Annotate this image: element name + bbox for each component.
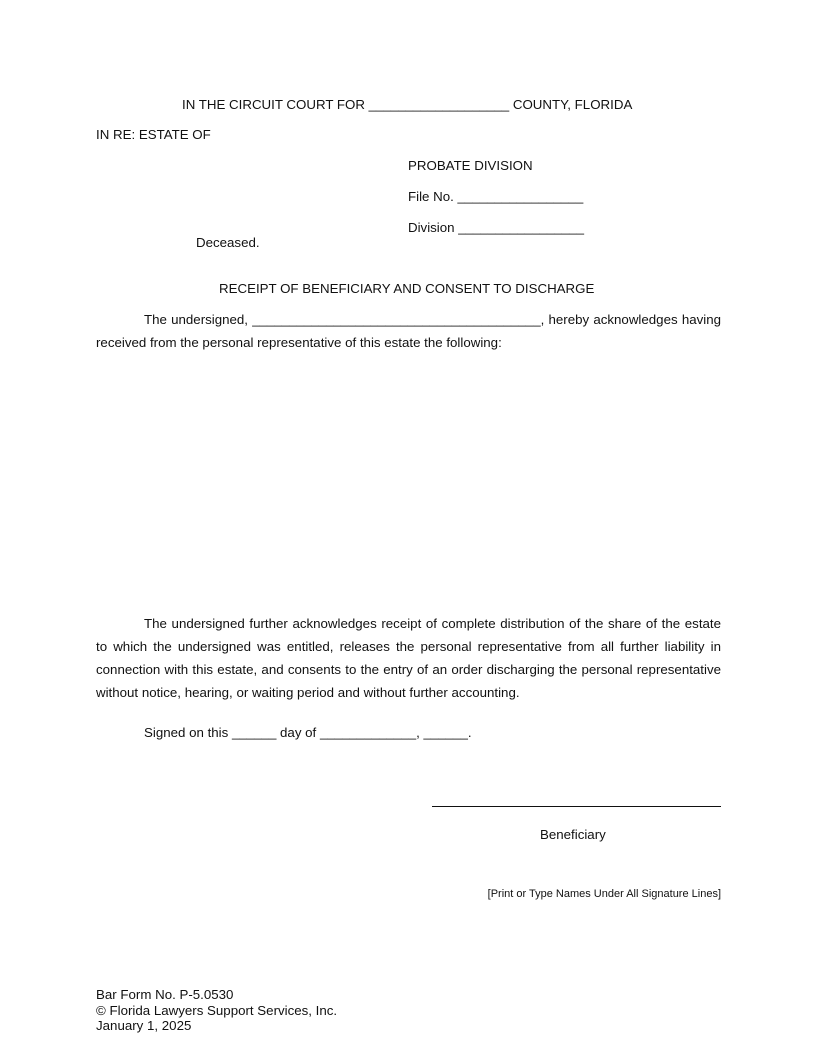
receipt-paragraph [96, 308, 721, 354]
deceased-label: Deceased. [196, 235, 260, 250]
signature-note: [Print or Type Names Under All Signature Lines] [487, 888, 721, 900]
copyright-notice: © Florida Lawyers Support Services, Inc. [96, 1002, 338, 1018]
signed-on-line: Signed on this ______ day of _____________, ______. [144, 725, 472, 740]
court-header: IN THE CIRCUIT COURT FOR ___________________ COUNTY, FLORIDA [182, 97, 633, 112]
discharge-paragraph: The undersigned further acknowledges receipt of complete distribution of the share of the estate to which the undersigned was entitled, releases the personal representative from all further liability in connection with this estate, and consents to the entry of an order discharging the personal representative without notice, hearing, or waiting period and without further accounting. [96, 616, 721, 700]
receipt-paragraph-line-1: The undersigned, _______________________________________, hereby acknowledges having [144, 312, 721, 327]
division-field: Division _________________ [408, 220, 584, 235]
beneficiary-label: Beneficiary [540, 827, 606, 842]
in-re-label: IN RE: ESTATE OF [96, 127, 211, 142]
document-title: RECEIPT OF BENEFICIARY AND CONSENT TO DISCHARGE [219, 281, 595, 296]
footer [96, 987, 337, 1034]
bar-form-number: Bar Form No. P-5.0530 [96, 987, 234, 1002]
receipt-paragraph-line-2: received from the personal representative of this estate the following: [96, 335, 502, 350]
form-date: January 1, 2025 [96, 1018, 192, 1033]
file-number-field: File No. _________________ [408, 189, 584, 204]
signature-line [432, 806, 721, 807]
probate-division: PROBATE DIVISION [408, 158, 533, 173]
